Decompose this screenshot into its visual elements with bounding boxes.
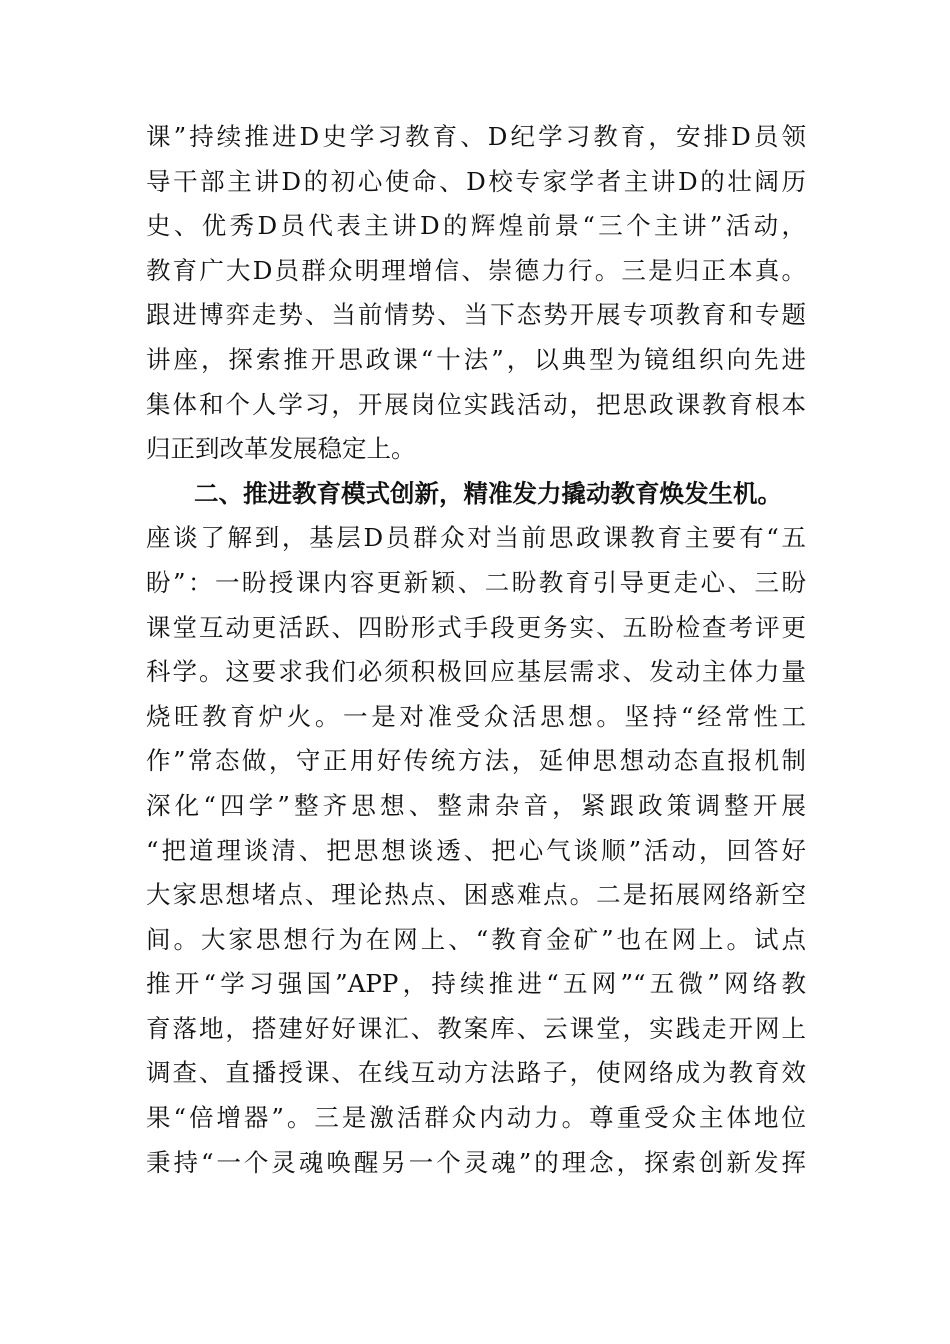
text-line: 烧旺教育炉火。一是对准受众活思想。坚持“经常性工: [146, 701, 806, 731]
text-line: 大家思想堵点、理论热点、困惑难点。二是拓展网络新空: [146, 880, 806, 910]
text-line: 间。大家思想行为在网上、“教育金矿”也在网上。试点: [146, 924, 806, 954]
text-line: 秉持“一个灵魂唤醒另一个灵魂”的理念，探索创新发挥: [146, 1147, 806, 1177]
text-line: 导干部主讲D的初心使命、D校专家学者主讲D的壮阔历: [146, 166, 806, 196]
text-line: 归正到改革发展稳定上。: [146, 434, 416, 464]
text-line: 课”持续推进D史学习教育、D纪学习教育，安排D员领: [146, 122, 806, 151]
text-line: 果“倍增器”。三是激活群众内动力。尊重受众主体地位: [146, 1103, 806, 1133]
text-line: 讲座，探索推开思政课“十法”，以典型为镜组织向先进: [146, 344, 806, 374]
text-line: 跟进博弈走势、当前情势、当下态势开展专项教育和专题: [146, 300, 806, 330]
text-line: 集体和个人学习，开展岗位实践活动，把思政课教育根本: [146, 389, 806, 419]
paragraph-2: [146, 516, 806, 1185]
text-line: 育落地，搭建好好课汇、教案库、云课堂，实践走开网上: [146, 1013, 806, 1043]
body-text: [146, 115, 806, 1185]
text-line: 作”常态做，守正用好传统方法，延伸思想动态直报机制: [146, 746, 806, 776]
text-line: 深化“四学”整齐思想、整肃杂音，紧跟政策调整开展: [146, 790, 806, 820]
paragraph-1: [146, 115, 806, 472]
text-line: 课堂互动更活跃、四盼形式手段更务实、五盼检查考评更: [146, 612, 806, 642]
section-heading: 二、推进教育模式创新，精准发力撬动教育焕发生机。: [194, 478, 782, 508]
text-line: 科学。这要求我们必须积极回应基层需求、发动主体力量: [146, 657, 806, 687]
text-line: 教育广大D员群众明理增信、崇德力行。三是归正本真。: [146, 255, 806, 285]
text-line: 史、优秀D员代表主讲D的辉煌前景“三个主讲”活动，: [146, 211, 806, 241]
text-line: 盼”：一盼授课内容更新颖、二盼教育引导更走心、三盼: [146, 567, 806, 597]
text-line: 推开“学习强国”APP，持续推进“五网”“五微”网络教: [146, 969, 806, 999]
text-line: 调查、直播授课、在线互动方法路子，使网络成为教育效: [146, 1058, 806, 1088]
text-line: “把道理谈清、把思想谈透、把心气谈顺”活动，回答好: [146, 835, 806, 865]
text-line: 座谈了解到，基层D员群众对当前思政课教育主要有“五: [146, 523, 806, 553]
